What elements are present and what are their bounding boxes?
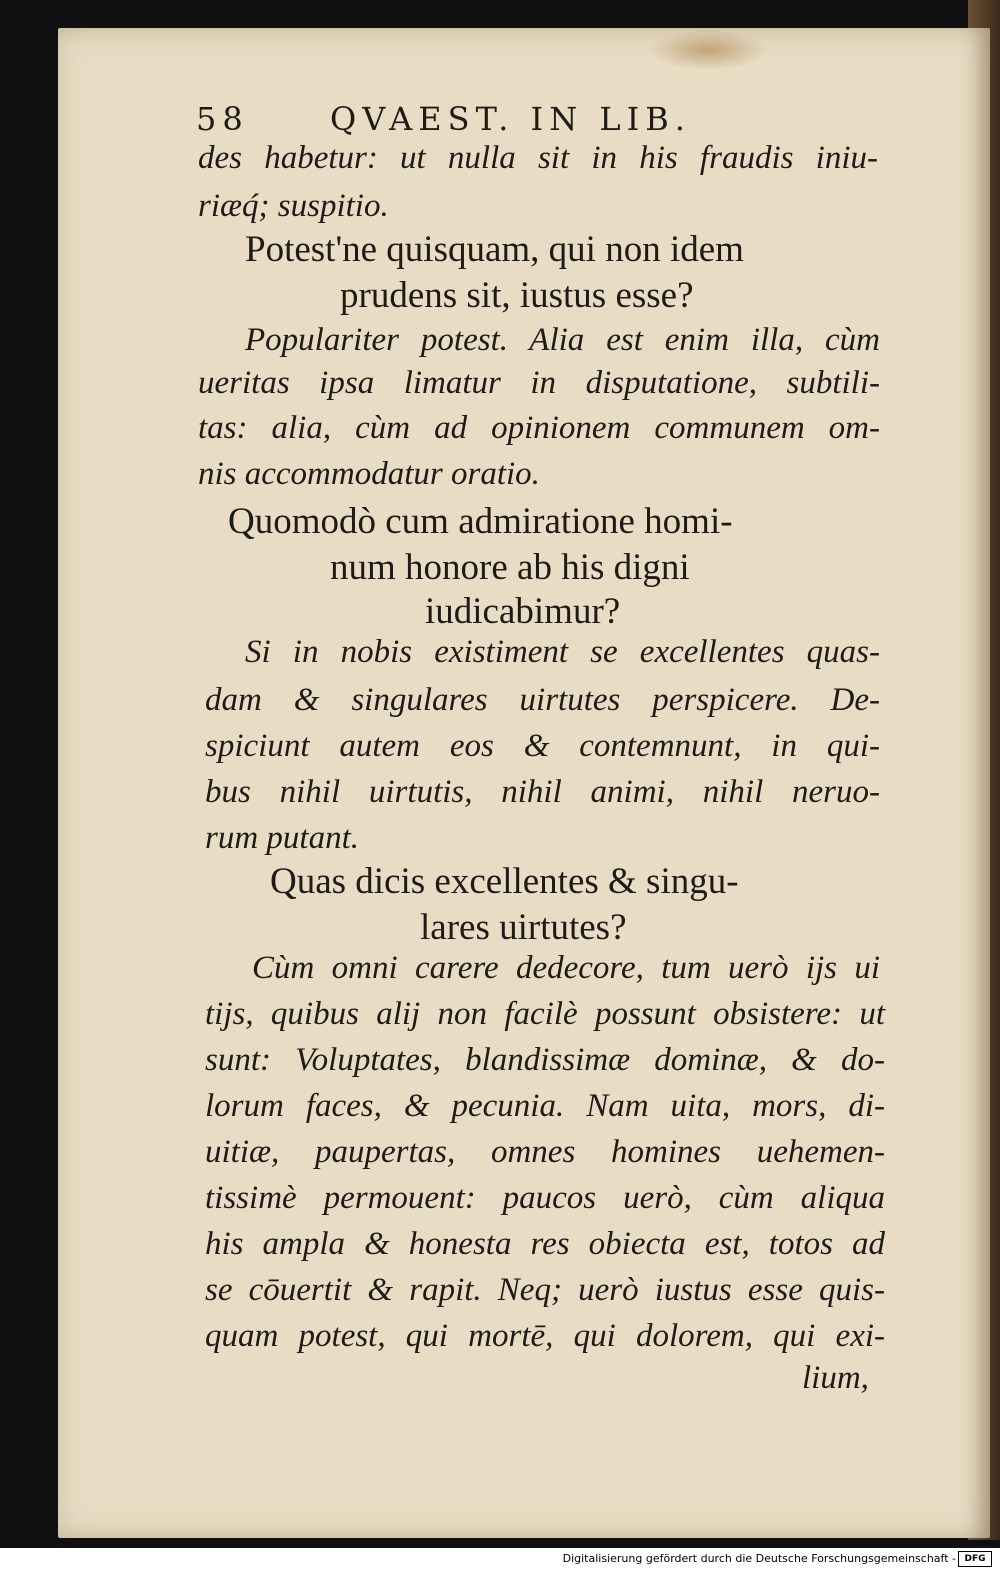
- text-line: riæq́; suspitio.: [198, 188, 389, 224]
- question-line: prudens sit, iustus esse?: [340, 275, 694, 316]
- text-line: Cùm omni carere dedecore, tum uerò ijs ui: [252, 950, 880, 986]
- question-line: Quas dicis excellentes & singu-: [270, 861, 739, 902]
- footer-credit: Digitalisierung gefördert durch die Deutsche Forschungsgemeinschaft -: [562, 1552, 956, 1565]
- text-line: lorum faces, & pecunia. Nam uita, mors, di-: [205, 1088, 885, 1124]
- text-line: nis accommodatur oratio.: [198, 456, 540, 492]
- question-line: Quomodò cum admiratione homi-: [228, 501, 733, 542]
- dfg-logo: DFG: [958, 1551, 992, 1567]
- text-line: dam & singulares uirtutes perspicere. De-: [205, 682, 880, 718]
- text-line: tas: alia, cùm ad opinionem communem om-: [198, 410, 880, 446]
- text-line: des habetur: ut nulla sit in his fraudis iniu-: [198, 140, 878, 176]
- text-line: Si in nobis existiment se excellentes quas-: [245, 634, 880, 670]
- text-line: sunt: Voluptates, blandissimæ dominæ, & do-: [205, 1042, 885, 1078]
- text-line: se cōuertit & rapit. Neq; uerò iustus esse quis-: [205, 1272, 885, 1308]
- question-line: lares uirtutes?: [420, 907, 627, 948]
- question-line: num honore ab his digni: [330, 547, 690, 588]
- text-line: bus nihil uirtutis, nihil animi, nihil neruo-: [205, 774, 880, 810]
- text-line: his ampla & honesta res obiecta est, totos ad: [205, 1226, 885, 1262]
- text-line: uitiæ, paupertas, omnes homines uehemen-: [205, 1134, 885, 1170]
- text-line: rum putant.: [205, 820, 360, 856]
- text-line: tissimè permouent: paucos uerò, cùm aliqua: [205, 1180, 885, 1216]
- page-number: 58: [196, 100, 249, 138]
- paper-stain: [648, 30, 768, 70]
- question-line: Potest'ne quisquam, qui non idem: [245, 229, 744, 270]
- running-title: QVAEST. IN LIB.: [330, 100, 691, 138]
- text-line: tijs, quibus alij non facilè possunt obsistere: ut: [205, 996, 885, 1032]
- text-line: spiciunt autem eos & contemnunt, in qui-: [205, 728, 880, 764]
- text-line: Populariter potest. Alia est enim illa, cùm: [245, 322, 880, 358]
- text-line: ueritas ipsa limatur in disputatione, subtili-: [198, 365, 880, 401]
- question-line: iudicabimur?: [425, 591, 621, 632]
- text-line: quam potest, qui mortē, qui dolorem, qui exi-: [205, 1318, 885, 1354]
- catchword: lium,: [802, 1360, 869, 1396]
